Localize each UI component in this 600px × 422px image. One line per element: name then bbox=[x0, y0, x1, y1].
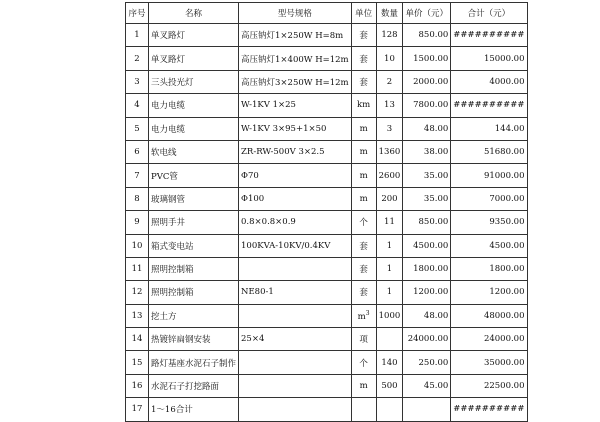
cell-price bbox=[403, 398, 451, 421]
cell-total-text: ########## bbox=[453, 100, 525, 111]
cell-unit bbox=[351, 398, 376, 421]
cell-name bbox=[149, 211, 239, 234]
cell-spec bbox=[239, 304, 352, 327]
cell-total bbox=[451, 328, 527, 351]
cell-total-text: 9350.00 bbox=[489, 217, 525, 228]
cell-no-text: 12 bbox=[131, 287, 143, 298]
cell-spec bbox=[239, 24, 352, 47]
cell-spec-text: 高压钠灯1×400W H=12m bbox=[241, 54, 349, 65]
cell-total bbox=[451, 281, 527, 304]
cell-no bbox=[126, 304, 149, 327]
cell-unit-text: 套 bbox=[359, 77, 368, 88]
cell-no bbox=[126, 328, 149, 351]
cell-name bbox=[149, 164, 239, 187]
cell-no-text: 9 bbox=[134, 217, 140, 228]
cell-total bbox=[451, 187, 527, 210]
cell-name-text: 热镀锌扁钢安装 bbox=[151, 335, 211, 346]
cell-no bbox=[126, 398, 149, 421]
cell-no bbox=[126, 374, 149, 397]
cell-spec bbox=[239, 328, 352, 351]
cell-qty bbox=[376, 187, 403, 210]
cell-unit bbox=[351, 351, 376, 374]
cell-name-text: 电力电缆 bbox=[151, 101, 186, 112]
cell-total-text: 4500.00 bbox=[489, 240, 525, 251]
cell-qty bbox=[376, 94, 403, 117]
cell-unit bbox=[351, 234, 376, 257]
cell-qty bbox=[376, 47, 403, 70]
cell-unit-text: m bbox=[357, 311, 366, 322]
cell-qty bbox=[376, 398, 403, 421]
cell-qty-text: 200 bbox=[381, 193, 398, 204]
cell-no-text: 7 bbox=[134, 170, 140, 181]
cell-unit-text: 套 bbox=[359, 31, 368, 42]
cell-unit bbox=[351, 374, 376, 397]
cell-total bbox=[451, 47, 527, 70]
cell-name bbox=[149, 234, 239, 257]
cell-total-text: 22500.00 bbox=[483, 381, 525, 392]
cell-spec-text: 高压钠灯1×250W H=8m bbox=[241, 31, 344, 42]
cell-unit bbox=[351, 257, 376, 280]
cell-total bbox=[451, 211, 527, 234]
table-row bbox=[126, 117, 528, 140]
cell-price-text: 45.00 bbox=[423, 381, 449, 392]
table-row bbox=[126, 281, 528, 304]
table-body bbox=[126, 24, 528, 422]
table-row bbox=[126, 234, 528, 257]
cell-price bbox=[403, 304, 451, 327]
cell-unit bbox=[351, 140, 376, 163]
cell-price-text: 850.00 bbox=[418, 217, 449, 228]
cell-spec-text: NE80-1 bbox=[241, 287, 274, 298]
cell-name-text: 单叉路灯 bbox=[151, 54, 186, 65]
cell-price-text: 48.00 bbox=[423, 123, 449, 134]
cell-price bbox=[403, 140, 451, 163]
cell-price-text: 4500.00 bbox=[413, 240, 449, 251]
cell-no bbox=[126, 94, 149, 117]
header-qty: 数量 bbox=[376, 3, 403, 24]
cell-price-text: 24000.00 bbox=[407, 334, 449, 345]
cell-price-text: 48.00 bbox=[423, 310, 449, 321]
cell-spec bbox=[239, 257, 352, 280]
cell-name-text: 三头投光灯 bbox=[151, 77, 194, 88]
cell-no-text: 11 bbox=[131, 264, 143, 275]
cell-spec bbox=[239, 117, 352, 140]
header-price: 单价（元） bbox=[403, 3, 451, 24]
cell-unit bbox=[351, 47, 376, 70]
cell-qty-text: 11 bbox=[384, 217, 395, 228]
cell-price bbox=[403, 351, 451, 374]
header-no: 序号 bbox=[126, 3, 149, 24]
cell-unit bbox=[351, 94, 376, 117]
cell-name bbox=[149, 70, 239, 93]
cell-no bbox=[126, 117, 149, 140]
cell-no bbox=[126, 70, 149, 93]
cell-no-text: 4 bbox=[134, 100, 140, 111]
cell-no bbox=[126, 140, 149, 163]
cell-total bbox=[451, 234, 527, 257]
cell-qty-text: 128 bbox=[381, 30, 398, 41]
cell-no bbox=[126, 257, 149, 280]
table-row bbox=[126, 211, 528, 234]
cell-name-text: 水泥石子打挖路面 bbox=[151, 382, 220, 393]
cell-unit-text: 个 bbox=[359, 358, 368, 369]
cell-unit bbox=[351, 187, 376, 210]
cell-name bbox=[149, 304, 239, 327]
cell-price-text: 850.00 bbox=[418, 30, 449, 41]
table-row bbox=[126, 47, 528, 70]
cell-no-text: 1 bbox=[134, 30, 140, 41]
unit-superscript: 3 bbox=[365, 309, 370, 317]
cell-spec-text: W-1KV 1×25 bbox=[241, 100, 296, 111]
cell-price bbox=[403, 117, 451, 140]
cell-qty-text: 1360 bbox=[378, 147, 401, 158]
cell-qty bbox=[376, 351, 403, 374]
cell-name bbox=[149, 351, 239, 374]
cell-price bbox=[403, 94, 451, 117]
cell-unit-text: 套 bbox=[359, 265, 368, 276]
cell-unit bbox=[351, 70, 376, 93]
cell-unit bbox=[351, 24, 376, 47]
cell-price-text: 1800.00 bbox=[413, 264, 449, 275]
cell-qty-text: 10 bbox=[384, 53, 395, 64]
cell-no bbox=[126, 281, 149, 304]
cell-total-text: 51680.00 bbox=[483, 147, 525, 158]
cell-no-text: 10 bbox=[131, 240, 143, 251]
cell-name bbox=[149, 24, 239, 47]
cell-unit-text: m bbox=[359, 193, 368, 204]
header-total: 合计（元） bbox=[451, 3, 527, 24]
cell-qty bbox=[376, 24, 403, 47]
cell-qty bbox=[376, 211, 403, 234]
cell-no-text: 8 bbox=[134, 193, 140, 204]
cell-no-text: 3 bbox=[134, 76, 140, 87]
cell-price bbox=[403, 281, 451, 304]
cell-no-text: 14 bbox=[131, 334, 143, 345]
cell-total bbox=[451, 140, 527, 163]
cell-spec bbox=[239, 70, 352, 93]
cell-name bbox=[149, 94, 239, 117]
cell-name-text: 1～16合计 bbox=[151, 405, 193, 416]
cell-qty bbox=[376, 164, 403, 187]
cell-total-text: 35000.00 bbox=[483, 357, 525, 368]
cell-total bbox=[451, 398, 527, 421]
cell-price bbox=[403, 47, 451, 70]
cell-spec bbox=[239, 234, 352, 257]
cell-spec-text: 高压钠灯3×250W H=12m bbox=[241, 77, 349, 88]
cell-total bbox=[451, 94, 527, 117]
cell-total-text: 24000.00 bbox=[483, 334, 525, 345]
cell-spec bbox=[239, 398, 352, 421]
cell-name-text: 照明手井 bbox=[151, 218, 186, 229]
cell-unit bbox=[351, 211, 376, 234]
table-row bbox=[126, 257, 528, 280]
cell-unit bbox=[351, 304, 376, 327]
cell-price bbox=[403, 374, 451, 397]
cell-qty-text: 13 bbox=[384, 100, 395, 111]
cell-total-text: ########## bbox=[453, 404, 525, 415]
cell-no-text: 2 bbox=[134, 53, 140, 64]
cell-price bbox=[403, 70, 451, 93]
cell-name bbox=[149, 47, 239, 70]
cell-price bbox=[403, 24, 451, 47]
cell-no bbox=[126, 187, 149, 210]
cell-no-text: 16 bbox=[131, 381, 143, 392]
cell-spec-text: 100KVA-10KV/0.4KV bbox=[241, 240, 331, 251]
cell-name-text: 玻璃钢管 bbox=[151, 194, 186, 205]
cell-price bbox=[403, 234, 451, 257]
cell-unit bbox=[351, 281, 376, 304]
cell-name bbox=[149, 140, 239, 163]
cell-unit bbox=[351, 328, 376, 351]
cell-price-text: 35.00 bbox=[423, 170, 449, 181]
cell-qty bbox=[376, 281, 403, 304]
cell-qty-text: 1 bbox=[386, 240, 393, 251]
cell-price-text: 2000.00 bbox=[413, 76, 449, 87]
cell-no bbox=[126, 351, 149, 374]
table-row bbox=[126, 94, 528, 117]
cell-name-text: 软电线 bbox=[151, 148, 177, 159]
cell-name bbox=[149, 374, 239, 397]
cell-total bbox=[451, 257, 527, 280]
cell-unit-text: km bbox=[357, 100, 371, 111]
cell-name-text: 挖土方 bbox=[151, 311, 177, 322]
table-row bbox=[126, 398, 528, 421]
cell-spec bbox=[239, 140, 352, 163]
cell-unit-text: 套 bbox=[359, 241, 368, 252]
cell-price bbox=[403, 328, 451, 351]
cell-total-text: 91000.00 bbox=[483, 170, 525, 181]
table-row bbox=[126, 304, 528, 327]
table-row bbox=[126, 140, 528, 163]
cell-spec bbox=[239, 351, 352, 374]
cell-total-text: 48000.00 bbox=[483, 310, 525, 321]
cell-price bbox=[403, 164, 451, 187]
cell-total bbox=[451, 164, 527, 187]
cell-qty-text: 1000 bbox=[378, 310, 401, 321]
table-row bbox=[126, 328, 528, 351]
cell-total bbox=[451, 117, 527, 140]
header-unit: 单位 bbox=[351, 3, 376, 24]
cell-name-text: 箱式变电站 bbox=[151, 241, 194, 252]
cell-name bbox=[149, 187, 239, 210]
cell-no bbox=[126, 234, 149, 257]
header-name: 名称 bbox=[149, 3, 239, 24]
cell-unit-text: m bbox=[359, 381, 368, 392]
cell-qty-text: 2 bbox=[386, 76, 393, 87]
cell-spec-text: Φ100 bbox=[241, 193, 265, 204]
cost-table-sheet bbox=[125, 2, 528, 422]
table-row bbox=[126, 24, 528, 47]
cell-unit bbox=[351, 164, 376, 187]
cell-no bbox=[126, 47, 149, 70]
cell-price bbox=[403, 211, 451, 234]
cell-unit-text: 个 bbox=[359, 218, 368, 229]
cell-name bbox=[149, 281, 239, 304]
table-row bbox=[126, 164, 528, 187]
cell-total-text: 4000.00 bbox=[489, 76, 525, 87]
cell-qty bbox=[376, 304, 403, 327]
cell-price-text: 1200.00 bbox=[413, 287, 449, 298]
cell-qty bbox=[376, 234, 403, 257]
cell-unit-text: 项 bbox=[359, 335, 368, 346]
cell-qty bbox=[376, 70, 403, 93]
cell-name-text: PVC管 bbox=[151, 171, 178, 182]
table-row bbox=[126, 374, 528, 397]
cell-price-text: 38.00 bbox=[423, 147, 449, 158]
cell-qty-text: 140 bbox=[381, 357, 398, 368]
table-row bbox=[126, 187, 528, 210]
cell-name-text: 电力电缆 bbox=[151, 124, 186, 135]
table-header-row bbox=[126, 3, 528, 24]
cell-price-text: 250.00 bbox=[418, 357, 449, 368]
cell-no-text: 17 bbox=[131, 404, 143, 415]
cell-qty bbox=[376, 328, 403, 351]
cell-no bbox=[126, 211, 149, 234]
cell-unit-text: m bbox=[359, 123, 368, 134]
cell-spec-text: 0.8×0.8×0.9 bbox=[241, 217, 296, 228]
cell-unit-text: 套 bbox=[359, 288, 368, 299]
cell-no-text: 5 bbox=[134, 123, 140, 134]
cell-total-text: 7000.00 bbox=[489, 193, 525, 204]
table-row bbox=[126, 70, 528, 93]
cell-total-text: 1800.00 bbox=[489, 264, 525, 275]
cell-name-text: 单叉路灯 bbox=[151, 31, 186, 42]
cell-name-text: 路灯基座水泥石子制作 bbox=[151, 358, 237, 369]
cell-spec-text: W-1KV 3×95+1×50 bbox=[241, 123, 327, 134]
cell-qty bbox=[376, 257, 403, 280]
cell-spec bbox=[239, 94, 352, 117]
cell-name bbox=[149, 117, 239, 140]
cell-spec bbox=[239, 281, 352, 304]
cell-spec-text: ZR-RW-500V 3×2.5 bbox=[241, 147, 325, 158]
cell-unit bbox=[351, 117, 376, 140]
cell-no bbox=[126, 24, 149, 47]
cost-table bbox=[125, 2, 528, 422]
cell-unit-text: m bbox=[359, 147, 368, 158]
cell-spec-text: 25×4 bbox=[241, 334, 265, 345]
cell-spec-text: Φ70 bbox=[241, 170, 259, 181]
cell-spec bbox=[239, 187, 352, 210]
cell-total bbox=[451, 351, 527, 374]
cell-qty bbox=[376, 140, 403, 163]
cell-spec bbox=[239, 47, 352, 70]
cell-qty-text: 3 bbox=[386, 123, 393, 134]
cell-qty-text: 2600 bbox=[378, 170, 401, 181]
cell-total bbox=[451, 304, 527, 327]
cell-price-text: 35.00 bbox=[423, 193, 449, 204]
cell-name bbox=[149, 398, 239, 421]
cell-unit-text: m bbox=[359, 170, 368, 181]
cell-name bbox=[149, 328, 239, 351]
cell-price bbox=[403, 187, 451, 210]
cell-total-text: ########## bbox=[453, 30, 525, 41]
cell-name-text: 照明控制箱 bbox=[151, 265, 194, 276]
cell-qty bbox=[376, 117, 403, 140]
cell-total bbox=[451, 374, 527, 397]
cell-spec bbox=[239, 374, 352, 397]
cell-spec bbox=[239, 211, 352, 234]
cell-unit-text: 套 bbox=[359, 54, 368, 65]
cell-no-text: 13 bbox=[131, 310, 143, 321]
cell-name bbox=[149, 257, 239, 280]
cell-total-text: 1200.00 bbox=[489, 287, 525, 298]
cell-name-text: 照明控制箱 bbox=[151, 288, 194, 299]
cell-no bbox=[126, 164, 149, 187]
cell-no-text: 6 bbox=[134, 147, 140, 158]
cell-qty bbox=[376, 374, 403, 397]
cell-qty-text: 1 bbox=[386, 264, 393, 275]
cell-total bbox=[451, 24, 527, 47]
cell-price-text: 1500.00 bbox=[413, 53, 449, 64]
header-spec: 型号规格 bbox=[239, 3, 352, 24]
cell-price bbox=[403, 257, 451, 280]
cell-qty-text: 500 bbox=[381, 381, 398, 392]
cell-spec bbox=[239, 164, 352, 187]
cell-qty-text: 1 bbox=[386, 287, 393, 298]
cell-total-text: 15000.00 bbox=[483, 53, 525, 64]
cell-total bbox=[451, 70, 527, 93]
cell-no-text: 15 bbox=[131, 357, 143, 368]
table-row bbox=[126, 351, 528, 374]
cell-total-text: 144.00 bbox=[494, 123, 525, 134]
cell-price-text: 7800.00 bbox=[413, 100, 449, 111]
